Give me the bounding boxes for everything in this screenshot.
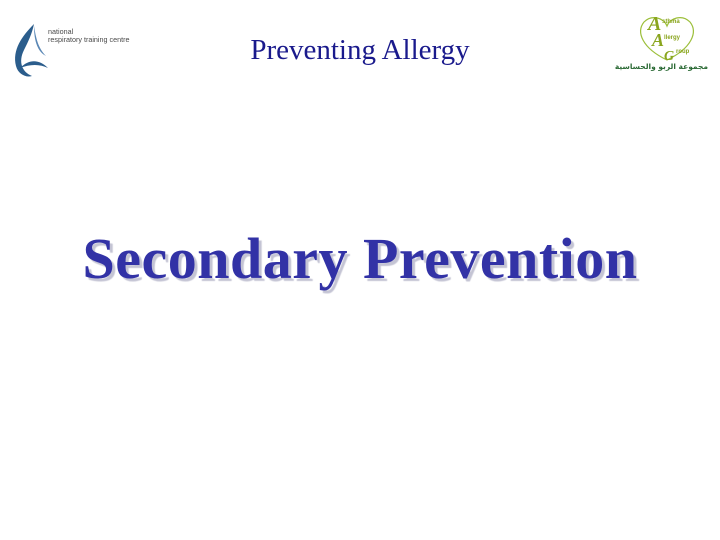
nrtc-swoosh-icon — [10, 22, 50, 82]
nrtc-line-1: national — [48, 27, 74, 36]
svg-text:G: G — [664, 49, 675, 64]
nrtc-line-2: respiratory training centre — [48, 35, 130, 44]
nrtc-logo-text — [48, 28, 130, 44]
page-title: Preventing Allergy — [250, 34, 470, 66]
svg-text:A: A — [652, 30, 665, 50]
aag-arabic-caption: مجموعة الربو والحساسية — [614, 62, 708, 71]
svg-text:A: A — [648, 13, 662, 35]
aag-word-asthma: sthma — [662, 19, 680, 25]
aag-word-allergy: llergy — [664, 35, 681, 41]
aag-word-group: roup — [676, 49, 690, 55]
aag-logo — [614, 8, 712, 78]
nrtc-logo — [10, 22, 150, 82]
section-heading: Secondary Prevention — [82, 226, 638, 291]
